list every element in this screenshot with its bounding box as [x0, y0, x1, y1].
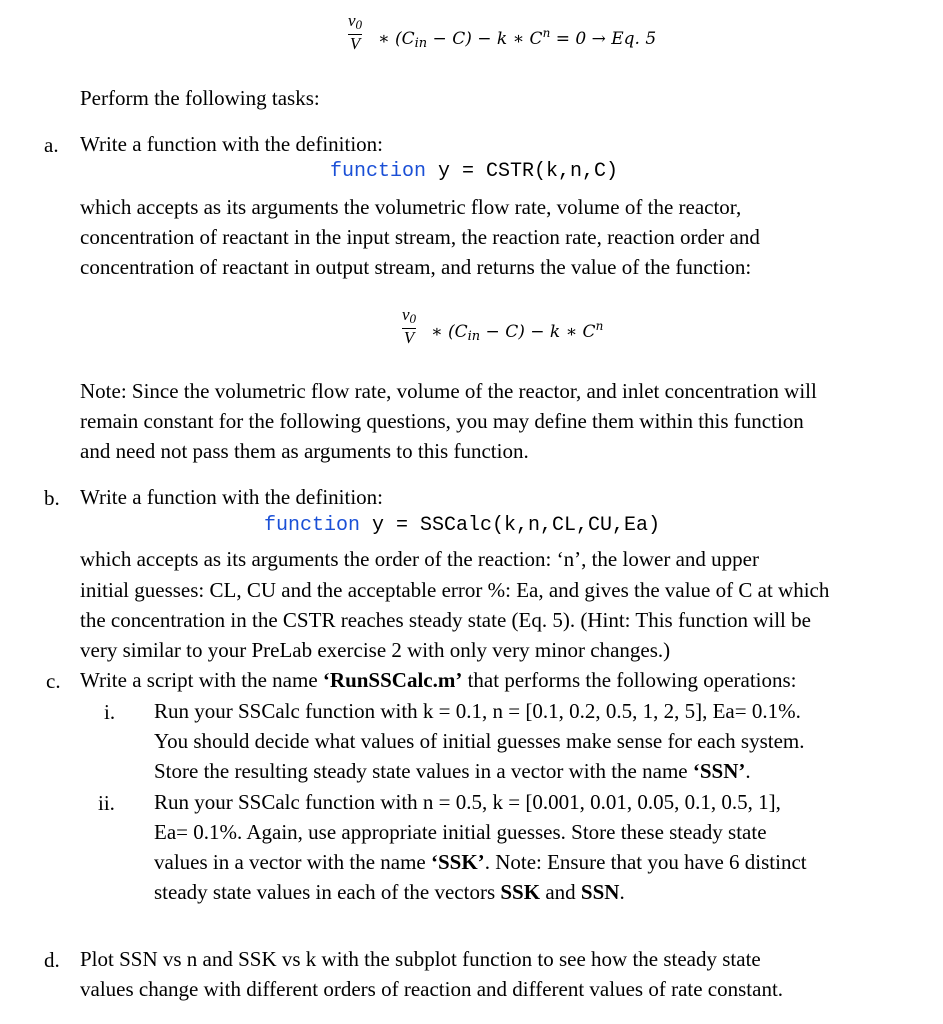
- task-b-desc-line: very similar to your PreLab exercise 2 with only very minor changes.): [80, 638, 671, 662]
- task-c-item-ii-line: values in a vector with the name ‘SSK’. Note: Ensure that you have 6 distinct: [154, 850, 807, 874]
- task-c-item-ii-line: Run your SSCalc function with n = 0.5, k = [0.001, 0.01, 0.05, 0.1, 0.5, 1],: [154, 790, 781, 814]
- task-a-equation-body: ∗ $(C_{in} - C) - k$ ∗ $C^n$: [431, 319, 604, 344]
- equation-5-fraction: $\frac{v_0}{V}$: [348, 11, 363, 53]
- task-d-line: values change with different orders of reaction and different values of rate constant.: [80, 977, 784, 1001]
- task-c-marker: c.: [46, 669, 61, 693]
- task-a-equation-fraction: $\frac{v_0}{V}$: [402, 305, 417, 347]
- task-d-line: Plot SSN vs n and SSK vs k with the subplot function to see how the steady state: [80, 947, 761, 971]
- task-c-item-i-marker: i.: [104, 700, 116, 724]
- task-c-intro: Write a script with the name ‘RunSSCalc.m’ that performs the following operations:: [80, 668, 797, 692]
- task-b-desc-line: which accepts as its arguments the order of the reaction: ‘n’, the lower and upper: [80, 547, 759, 571]
- task-b-marker: b.: [44, 486, 60, 510]
- task-c-item-i-line: Run your SSCalc function with k = 0.1, n = [0.1, 0.2, 0.5, 1, 2, 5], Ea= 0.1%.: [154, 699, 801, 723]
- task-a-code: function y = CSTR(k,n,C): [330, 160, 619, 183]
- task-b-desc-line: initial guesses: CL, CU and the acceptable error %: Ea, and gives the value of C at which: [80, 578, 830, 602]
- task-a-desc-line: concentration of reactant in the input stream, the reaction rate, reaction order and: [80, 225, 760, 249]
- task-a-desc-line: concentration of reactant in output stream, and returns the value of the function:: [80, 255, 752, 279]
- equation-5-body: ∗ $(C_{in} - C) - k$ ∗ $C^n = 0 \to Eq$. 5: [378, 26, 657, 51]
- intro-text: Perform the following tasks:: [80, 86, 320, 110]
- task-c-item-ii-marker: ii.: [98, 791, 115, 815]
- task-b-desc-line: the concentration in the CSTR reaches steady state (Eq. 5). (Hint: This function will be: [80, 608, 811, 632]
- task-a-note-line: remain constant for the following questions, you may define them within this function: [80, 409, 804, 433]
- task-a-marker: a.: [44, 133, 59, 157]
- task-a-note-line: and need not pass them as arguments to this function.: [80, 439, 529, 463]
- task-c-item-ii-line: steady state values in each of the vectors SSK and SSN.: [154, 880, 625, 904]
- task-d-marker: d.: [44, 948, 60, 972]
- task-c-item-i-line: You should decide what values of initial guesses make sense for each system.: [154, 729, 805, 753]
- task-c-item-i-line: Store the resulting steady state values in a vector with the name ‘SSN’.: [154, 759, 751, 783]
- task-a-desc-line: which accepts as its arguments the volumetric flow rate, volume of the reactor,: [80, 195, 742, 219]
- task-c-item-ii-line: Ea= 0.1%. Again, use appropriate initial guesses. Store these steady state: [154, 820, 767, 844]
- task-a-note-line: Note: Since the volumetric flow rate, volume of the reactor, and inlet concentration will: [80, 379, 817, 403]
- task-b-code: function y = SSCalc(k,n,CL,CU,Ea): [264, 514, 661, 537]
- task-b-intro: Write a function with the definition:: [80, 485, 383, 509]
- task-a-intro: Write a function with the definition:: [80, 132, 383, 156]
